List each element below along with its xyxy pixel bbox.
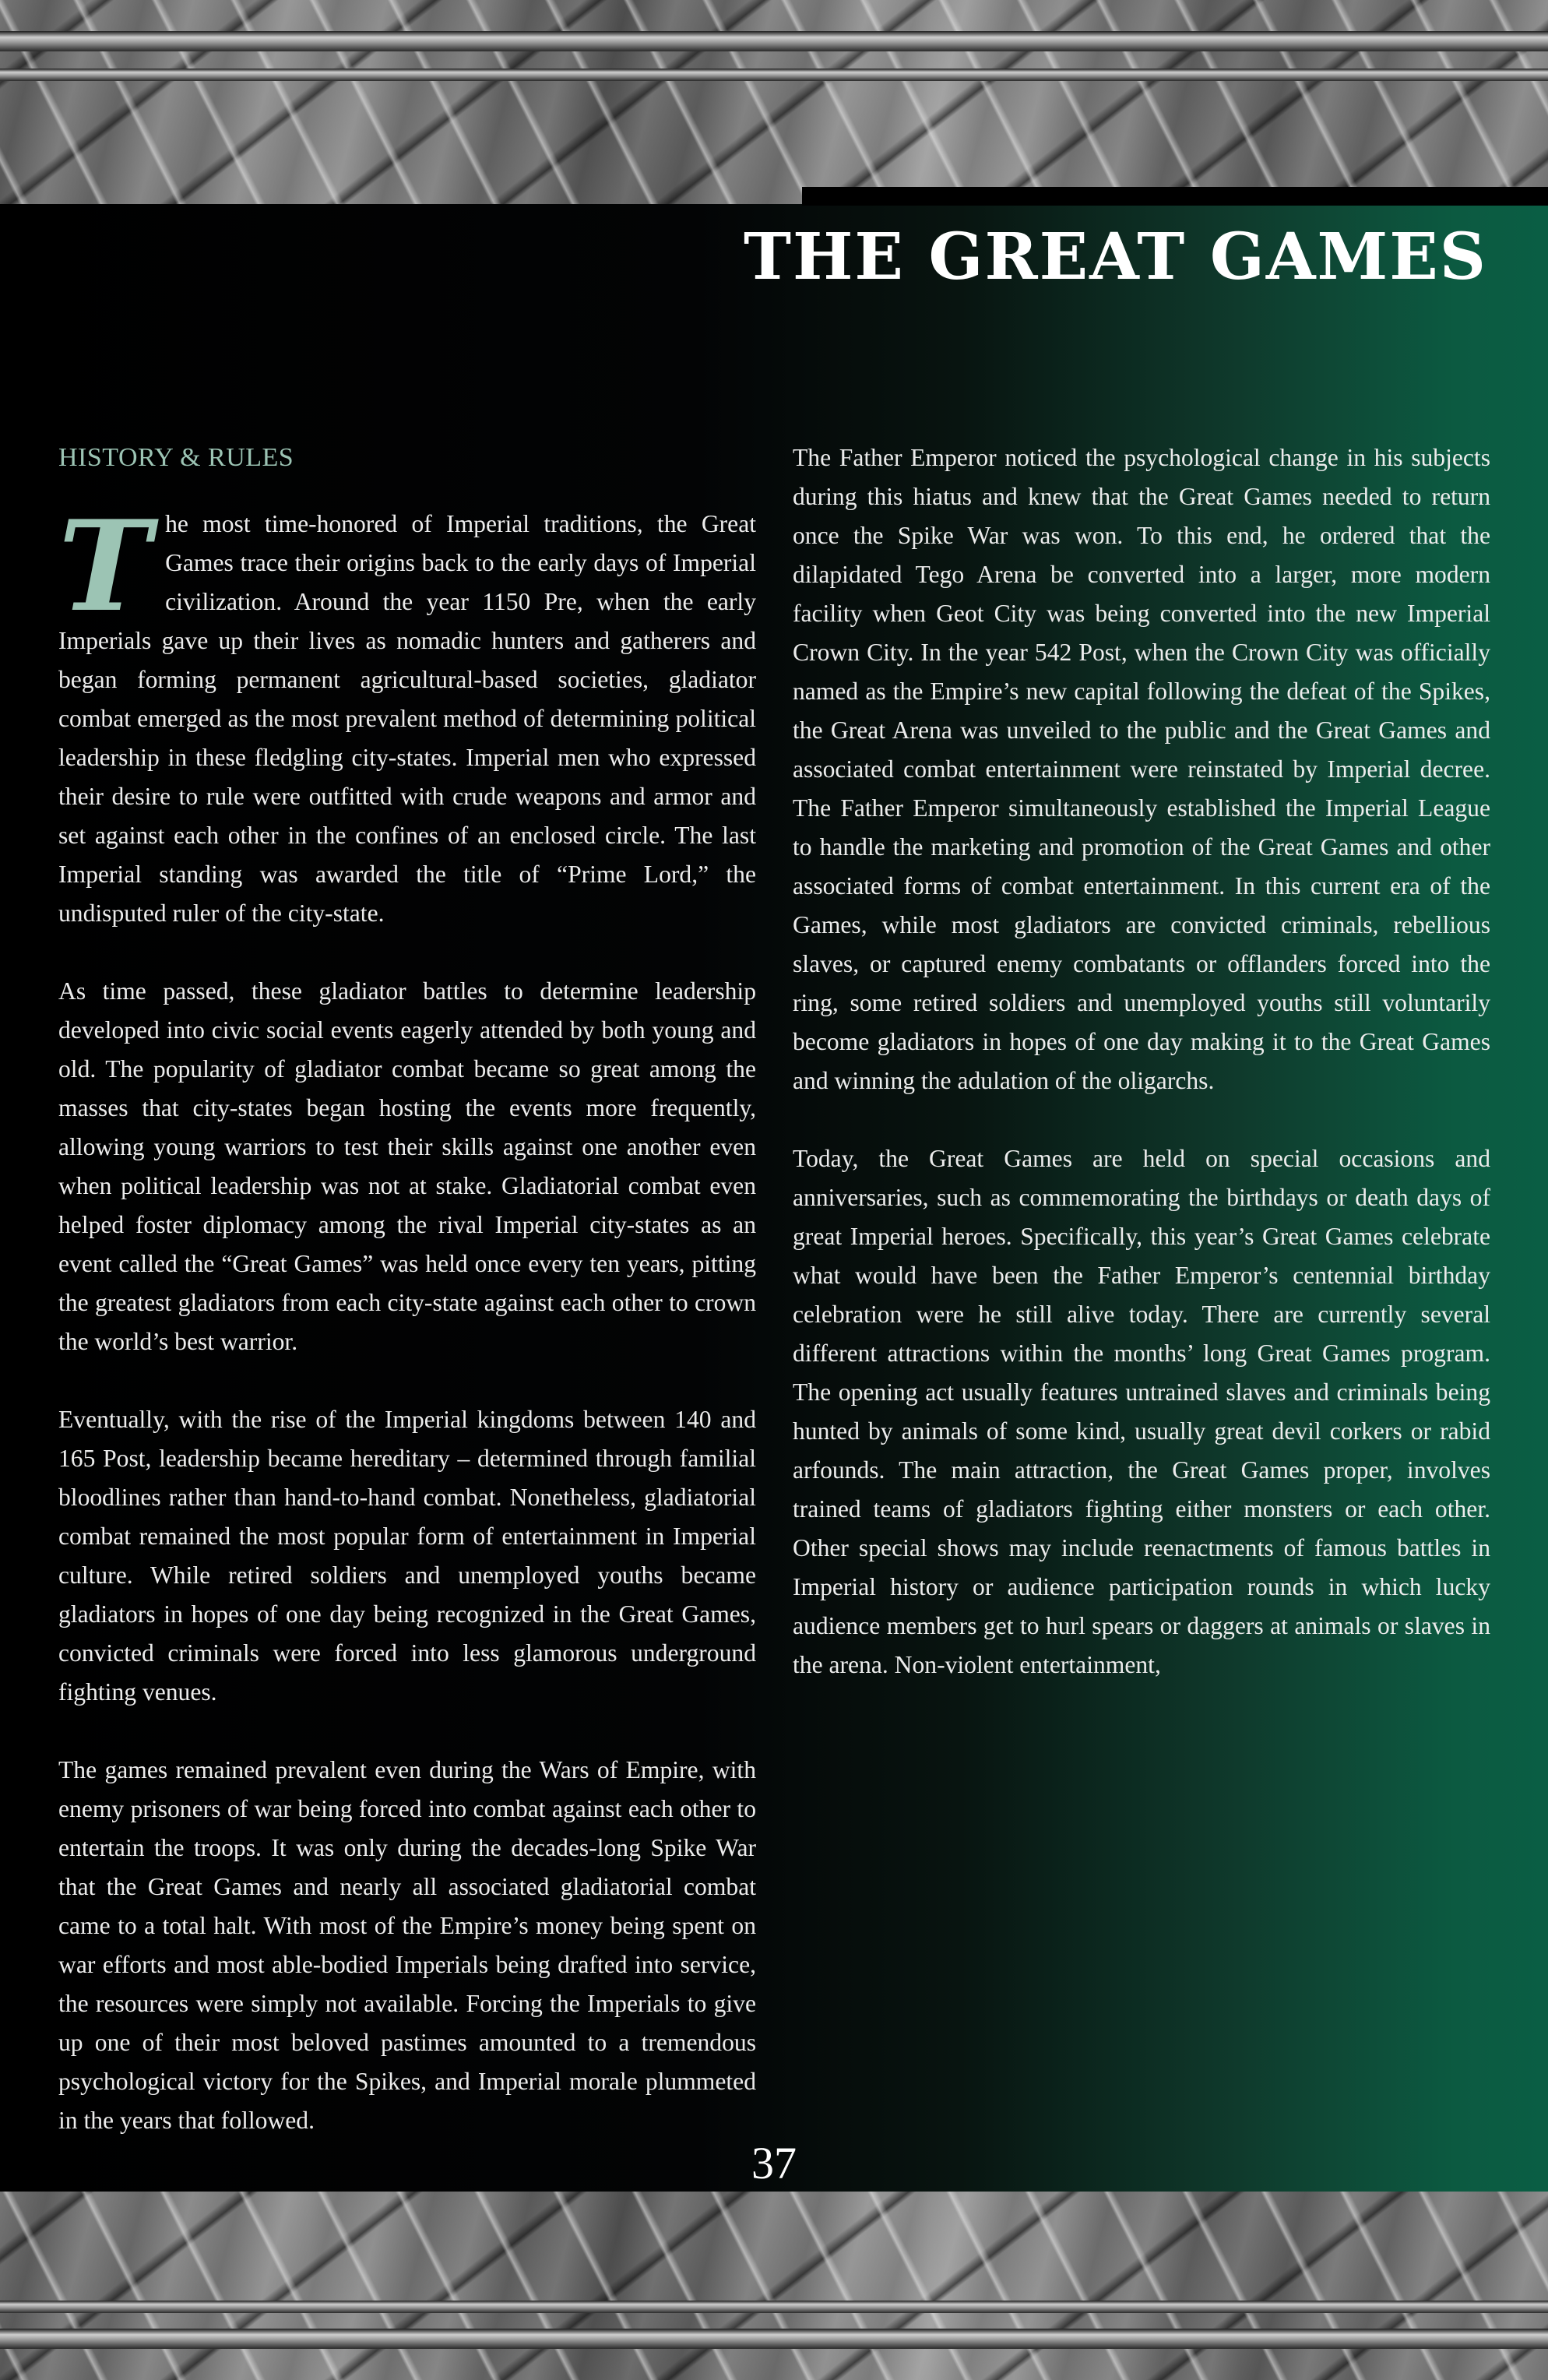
- bottom-metal-strip-thin: [0, 2301, 1548, 2313]
- bottom-metal-strip: [0, 2329, 1548, 2349]
- paragraph-2: As time passed, these gladiator battles to determine leadership developed into civic social events eagerly attended by both young and old. The popularity of gladiator combat became so great among the masses that city-states began hosting the events more frequently, allowing young warriors to test their skills against one another even when political leadership was not at stake. Gladiatorial combat even helped foster diplomacy among the rival Imperial city-states as an event called the “Great Games” was held once every ten years, pitting the greatest gladiators from each city-state against each other to crown the world’s best warrior.: [58, 977, 756, 1355]
- paragraph-4: The games remained prevalent even during the Wars of Empire, with enemy prisoners of war being forced into combat against each other to entertain the troops. It was only during the decades-long Spike War that the Great Games and nearly all associated gladiatorial combat came to a total halt. With most of the Empire’s money being spent on war efforts and most able-bodied Imperials being drafted into service, the resources were simply not available. Forcing the Imperials to give up one of their most beloved pastimes amounted to a tremendous psychological victory for the Spikes, and Imperial morale plummeted in the years that followed.: [58, 1756, 756, 2134]
- paragraph-5: The Father Emperor noticed the psychological change in his subjects during this hiatus and knew that the Great Games needed to return once the Spike War was won. To this end, he ordered that the dilapidated Tego Arena be converted into a larger, more modern facility when Geot City was being converted into the new Imperial Crown City. In the year 542 Post, when the Crown City was officially named as the Empire’s new capital following the defeat of the Spikes, the Great Arena was unveiled to the public and the Great Games and associated combat entertainment were reinstated by Imperial decree. The Father Emperor simultaneously established the Imperial League to handle the marketing and promotion of the Great Games and other associated forms of combat entertainment. In this current era of the Games, while most gladiators are convicted criminals, rebellious slaves, or captured enemy combatants or offlanders forced into the ring, some retired soldiers and unemployed youths still voluntarily become gladiators in hopes of one day making it to the Great Games and winning the adulation of the oligarchs.: [793, 444, 1490, 1094]
- drop-cap: T: [58, 493, 152, 639]
- right-column: [793, 438, 1490, 1723]
- left-column: [58, 438, 756, 2179]
- top-marble-border: [0, 0, 1548, 204]
- title-tab: [802, 187, 1548, 206]
- paragraph-1-text: he most time-honored of Imperial traditions, the Great Games trace their origins back to the early days of Imperial civilization. Around the year 1150 Pre, when the early Imperials gave up their lives as nomadic hunters and gatherers and began forming permanent agricultural-based societies, gladiator combat emerged as the most prevalent method of determining political leadership in these fledgling city-states. Imperial men who expressed their desire to rule were outfitted with crude weapons and armor and set against each other in the confines of an enclosed circle. The last Imperial standing was awarded the title of “Prime Lord,” the undisputed ruler of the city-state.: [58, 510, 756, 927]
- page-title: THE GREAT GAMES: [743, 220, 1487, 294]
- paragraph-1: [58, 493, 756, 933]
- top-metal-strip-thin: [0, 69, 1548, 81]
- page-number: 37: [751, 2138, 797, 2188]
- paragraph-3: Eventually, with the rise of the Imperial kingdoms between 140 and 165 Post, leadership became hereditary – determined through familial bloodlines rather than hand-to-hand combat. Nonetheless, gladiatorial combat remained the most popular form of entertainment in Imperial culture. While retired soldiers and unemployed youths became gladiators in hopes of one day being recognized in the Great Games, convicted criminals were forced into less glamorous underground fighting venues.: [58, 1406, 756, 1706]
- bottom-marble-border: [0, 2192, 1548, 2380]
- section-heading: HISTORY & RULES: [58, 443, 294, 472]
- top-metal-strip: [0, 31, 1548, 51]
- paragraph-6: Today, the Great Games are held on special occasions and anniversaries, such as commemorating the birthdays or death days of great Imperial heroes. Specifically, this year’s Great Games celebrate what would have been the Father Emperor’s centennial birthday celebration were he still alive today. There are currently several different attractions within the months’ long Great Games program. The opening act usually features untrained slaves and criminals being hunted by animals of some kind, usually great devil corkers or rabid arfounds. The main attraction, the Great Games proper, involves trained teams of gladiators fighting either monsters or each other. Other special shows may include reenactments of famous battles in Imperial history or audience participation rounds in which lucky audience members get to hurl spears or daggers at animals or slaves in the arena. Non-violent entertainment,: [793, 1145, 1490, 1678]
